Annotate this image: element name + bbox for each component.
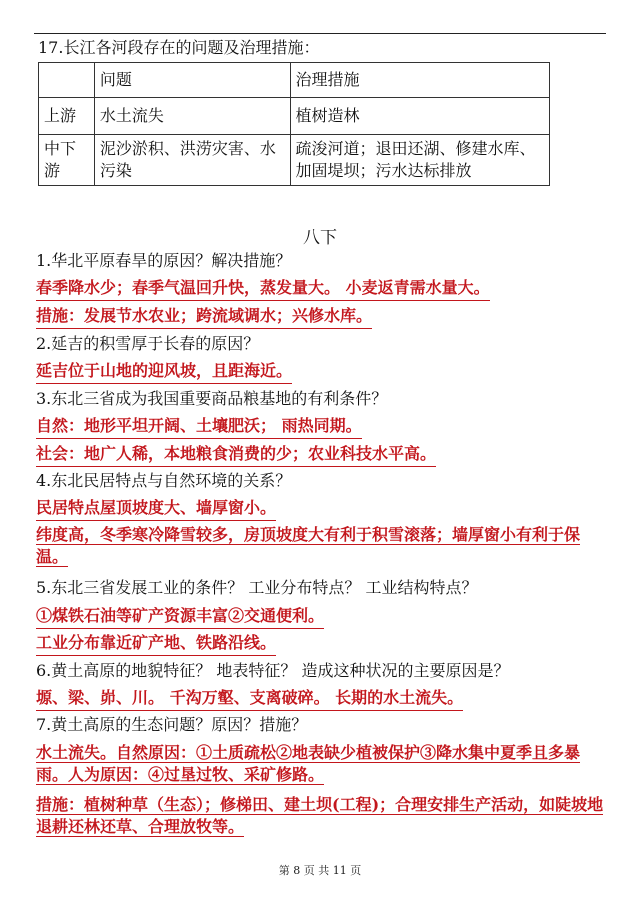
table-row [39,135,550,186]
answer-line [36,360,292,384]
question-6: 6.黄土高原的地貌特征？ 地表特征？ 造成这种状况的主要原因是？ [36,661,510,680]
question-7: 7.黄土高原的生态问题？原因？措施？ [36,715,308,734]
answer-line [36,277,490,301]
question-2: 2.延吉的积雪厚于长春的原因？ [36,334,260,353]
answer-text: 措施：植树种草（生态）；修梯田、建土坝(工程)；合理安排生产活动，如陡坡地退耕还林还草、合理放牧等。 [36,795,604,836]
q17-title: 17.长江各河段存在的问题及治理措施： [38,38,320,57]
question-5: 5.东北三省发展工业的条件？ 工业分布特点？ 工业结构特点？ [36,578,478,597]
table-cell: 泥沙淤积、洪涝灾害、水污染 [94,135,290,186]
answer-text-wrapped [36,794,606,839]
table-cell: 植树造林 [290,98,549,135]
answer-text: 工业分布靠近矿产地、铁路沿线。 [36,632,276,656]
answer-line [36,605,324,629]
answer-text: 社会：地广人稀，本地粮食消费的少；农业科技水平高。 [36,443,436,467]
table-header-cell: 治理措施 [290,63,549,98]
answer-text-wrapped [36,524,606,569]
table-cell: 疏浚河道；退田还湖、修建水库、加固堤坝；污水达标排放 [290,135,549,186]
section-title: 八下 [303,228,337,248]
header-rule [34,33,606,34]
answer-line [36,415,362,439]
answer-line [36,742,606,787]
answer-text: 延吉位于山地的迎风坡，且距海近。 [36,360,292,384]
answer-text: 塬、梁、峁、川。 千沟万壑、支离破碎。 长期的水土流失。 [36,687,463,711]
answer-text: 水土流失。自然原因：①土质疏松②地表缺少植被保护③降水集中夏季且多暴雨。人为原因：④过垦过牧、采矿修路。 [36,743,581,784]
answer-text: 民居特点屋顶坡度大、墙厚窗小。 [36,497,276,521]
answer-line [36,794,606,839]
answer-text: 自然：地形平坦开阔、土壤肥沃； 雨热同期。 [36,415,362,439]
answer-line [36,443,436,467]
question-1: 1.华北平原春旱的原因？解决措施？ [36,251,292,270]
table-row [39,63,550,98]
table-row [39,98,550,135]
answer-line [36,305,372,329]
question-4: 4.东北民居特点与自然环境的关系？ [36,471,292,490]
answer-text: 春季降水少；春季气温回升快，蒸发量大。 小麦返青需水量大。 [36,277,490,301]
page-number: 第 8 页 共 11 页 [278,864,362,877]
table-cell: 中下游 [39,135,95,186]
answer-line [36,687,463,711]
answer-text-wrapped [36,742,606,787]
answer-text: 措施：发展节水农业；跨流域调水；兴修水库。 [36,305,372,329]
table-cell: 上游 [39,98,95,135]
answer-text: ①煤铁石油等矿产资源丰富②交通便利。 [36,605,324,629]
table-header-cell [39,63,95,98]
table-header-cell: 问题 [94,63,290,98]
answer-text: 纬度高，冬季寒冷降雪较多，房顶坡度大有利于积雪滚落；墙厚窗小有利于保温。 [36,525,581,566]
answer-line [36,632,276,656]
q17-table [38,62,550,186]
answer-line [36,497,276,521]
answer-line [36,524,606,569]
table-cell: 水土流失 [94,98,290,135]
question-3: 3.东北三省成为我国重要商品粮基地的有利条件？ [36,389,388,408]
